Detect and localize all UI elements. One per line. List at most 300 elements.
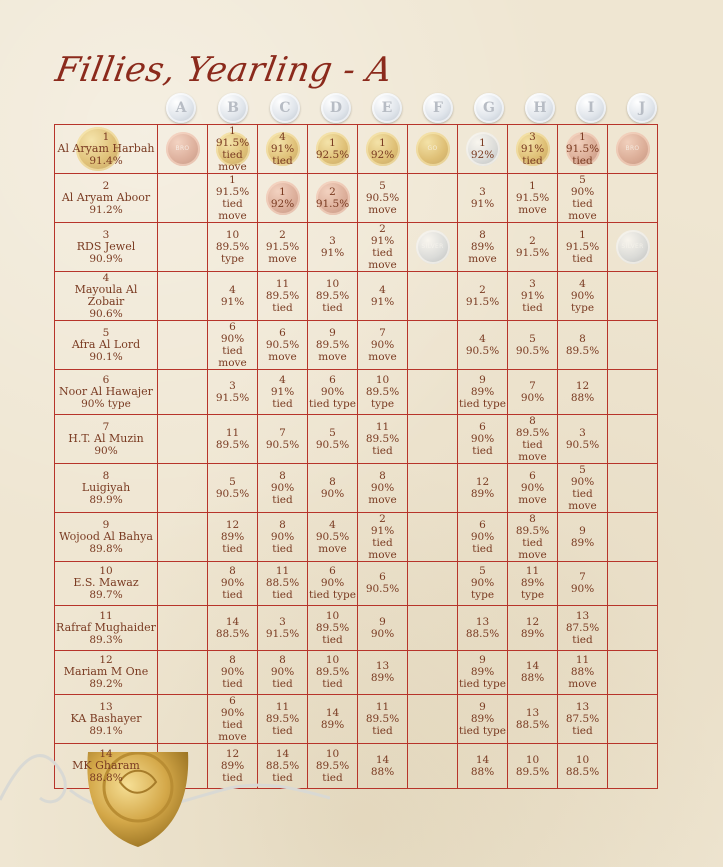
- score-cell-j: [608, 174, 658, 223]
- score-cell-i: [558, 695, 608, 744]
- score: 89.5%: [315, 339, 350, 351]
- horse-score: 89.1%: [89, 725, 123, 737]
- rank: 8: [279, 654, 286, 667]
- score-cell-d: [308, 370, 358, 415]
- horse-name: Al Aryam Harbah: [57, 142, 155, 155]
- note: tied: [572, 253, 593, 265]
- score: 90.5%: [265, 339, 300, 351]
- note: tied type: [309, 397, 356, 410]
- horse-cell: [55, 370, 158, 415]
- score-cell-c: [258, 414, 308, 463]
- score-cell-i: [558, 321, 608, 370]
- rank: 2: [329, 186, 336, 198]
- column-header-e: E: [372, 93, 402, 123]
- score-cell-i: [558, 370, 608, 415]
- score: 89%: [470, 666, 495, 679]
- score-cell-c: [258, 695, 308, 744]
- horse-score: 89.7%: [89, 589, 123, 602]
- note: tied: [522, 155, 543, 167]
- score: 91%: [320, 247, 345, 259]
- rank: 10: [375, 373, 390, 386]
- gold-medal-icon: [416, 132, 450, 166]
- note: tied move: [218, 719, 247, 743]
- score-cell-a: [158, 174, 208, 223]
- horse-cell: [55, 606, 158, 651]
- rank: 4: [229, 284, 236, 296]
- score-cell-f: [408, 223, 458, 272]
- horse-name: MK Gharam: [72, 758, 140, 772]
- score: 91.5%: [215, 137, 250, 149]
- score-cell-a: [158, 370, 208, 415]
- score: 88.5%: [265, 577, 300, 590]
- score-cell-g: [458, 414, 508, 463]
- score: 91%: [270, 143, 295, 155]
- score: 88.5%: [215, 627, 250, 640]
- score: 89.5%: [565, 345, 600, 357]
- rank: 8: [279, 518, 286, 531]
- rank: 8: [479, 229, 486, 241]
- note: type: [470, 589, 495, 602]
- score-cell-f: [408, 125, 458, 174]
- note: move: [368, 351, 397, 363]
- score: 89.5%: [265, 713, 300, 725]
- score: 91.5%: [215, 186, 250, 198]
- score-cell-d: [308, 272, 358, 321]
- score-cell-j: [608, 744, 658, 789]
- score-cell-b: [208, 370, 258, 415]
- rank: 14: [225, 615, 240, 628]
- score-cell-g: [458, 463, 508, 512]
- score: 90.5%: [465, 345, 500, 357]
- score: 89%: [220, 759, 245, 772]
- note: tied: [272, 302, 293, 314]
- medal-label: BRO: [175, 145, 190, 152]
- score: 88.5%: [265, 759, 300, 772]
- score: 89.5%: [215, 241, 250, 253]
- rank: 9: [579, 524, 586, 537]
- rank: 6: [479, 420, 486, 433]
- column-header-f: F: [423, 93, 453, 123]
- score-cell-c: [258, 606, 308, 651]
- score: 90%: [220, 333, 245, 345]
- score-cell-a: [158, 606, 208, 651]
- horse-cell: [55, 174, 158, 223]
- score: 90%: [570, 583, 595, 596]
- score-cell-b: [208, 744, 258, 789]
- score-cell-f: [408, 370, 458, 415]
- score: 90%: [470, 432, 495, 445]
- score: 88.5%: [515, 719, 550, 731]
- score: 89%: [220, 530, 245, 543]
- table-row: [55, 463, 658, 512]
- score-cell-d: [308, 174, 358, 223]
- table-row: [55, 370, 658, 415]
- score-cell-c: [258, 463, 308, 512]
- score-cell-a: [158, 561, 208, 606]
- score-cell-j: [608, 272, 658, 321]
- column-header-h: H: [525, 93, 555, 123]
- score-cell-b: [208, 223, 258, 272]
- score: 88%: [570, 666, 595, 679]
- score-cell-d: [308, 463, 358, 512]
- score-cell-g: [458, 125, 508, 174]
- score-cell-d: [308, 744, 358, 789]
- score: 89.5%: [515, 524, 550, 537]
- rank: 13: [375, 660, 390, 673]
- score-cell-b: [208, 321, 258, 370]
- rank: 8: [229, 654, 236, 667]
- score-cell-c: [258, 650, 308, 695]
- score: 89%: [470, 487, 495, 500]
- note: tied: [372, 725, 393, 737]
- note: type: [570, 302, 595, 314]
- rank: 11: [525, 565, 540, 578]
- note: tied move: [518, 536, 547, 561]
- score-cell-a: [158, 321, 208, 370]
- rank: 5: [329, 426, 336, 439]
- score-cell-a: [158, 414, 208, 463]
- horse-score: 89.9%: [89, 493, 123, 506]
- score-cell-i: [558, 223, 608, 272]
- rank: 9: [479, 373, 486, 386]
- score: 92.5%: [315, 149, 350, 161]
- rank: 9: [329, 327, 336, 339]
- score: 91.5%: [515, 192, 550, 204]
- score-cell-i: [558, 650, 608, 695]
- rank: 5: [579, 174, 586, 186]
- note: tied move: [218, 198, 247, 222]
- score-cell-h: [508, 125, 558, 174]
- score: 89%: [470, 385, 495, 398]
- rank: 4: [579, 278, 586, 290]
- rank: 14: [525, 660, 540, 673]
- score-cell-c: [258, 174, 308, 223]
- score-cell-f: [408, 512, 458, 561]
- rank: 10: [325, 278, 340, 290]
- score-cell-b: [208, 414, 258, 463]
- score-cell-e: [358, 695, 408, 744]
- rank: 2: [479, 284, 486, 296]
- horse-cell: [55, 561, 158, 606]
- score: 90.5%: [365, 583, 400, 596]
- score-cell-b: [208, 561, 258, 606]
- horse-score: 90.1%: [89, 351, 123, 363]
- score: 90.5%: [365, 192, 400, 204]
- silver-medal-icon: [616, 230, 650, 264]
- note: move: [368, 204, 397, 216]
- bronze-medal-icon: [166, 132, 200, 166]
- score-cell-f: [408, 744, 458, 789]
- rank: 10: [575, 753, 590, 766]
- score-cell-d: [308, 125, 358, 174]
- horse-name: KA Bashayer: [70, 712, 142, 725]
- rank: 10: [325, 654, 340, 667]
- horse-cell: [55, 512, 158, 561]
- rank: 9: [479, 654, 486, 667]
- score-cell-i: [558, 744, 608, 789]
- horse-cell: [55, 272, 158, 321]
- score: 89.5%: [365, 713, 400, 725]
- score: 90%: [570, 290, 595, 302]
- rank: 2: [379, 223, 386, 235]
- score-cell-d: [308, 606, 358, 651]
- horse-score: 90.9%: [89, 253, 123, 265]
- score-cell-g: [458, 512, 508, 561]
- score-cell-h: [508, 370, 558, 415]
- score: 90.5%: [265, 438, 300, 451]
- score: 90.5%: [215, 487, 250, 500]
- note: tied type: [459, 725, 506, 737]
- rank: 13: [575, 609, 590, 622]
- rank: 1: [479, 137, 486, 149]
- bronze-medal-icon: [616, 132, 650, 166]
- score: 92%: [370, 149, 395, 161]
- note: tied: [272, 678, 293, 691]
- score-cell-g: [458, 561, 508, 606]
- rank: 12: [225, 747, 240, 760]
- score-cell-g: [458, 370, 508, 415]
- score-cell-e: [358, 272, 408, 321]
- rank: 3: [229, 379, 236, 392]
- score-cell-i: [558, 272, 608, 321]
- rank: 14: [475, 753, 490, 766]
- horse-name: E.S. Mawaz: [73, 576, 139, 590]
- rank: 13: [575, 701, 590, 713]
- rank: 12: [525, 615, 540, 628]
- score-cell-g: [458, 744, 508, 789]
- score-cell-j: [608, 414, 658, 463]
- score-cell-j: [608, 370, 658, 415]
- score: 91%: [270, 385, 295, 398]
- horse-number: 2: [102, 180, 110, 192]
- rank: 5: [229, 475, 236, 488]
- score-cell-e: [358, 370, 408, 415]
- score-cell-e: [358, 125, 408, 174]
- column-header-d: D: [321, 93, 351, 123]
- score: 89%: [570, 536, 595, 549]
- note: move: [268, 351, 297, 363]
- rank: 8: [529, 414, 536, 427]
- score-cell-b: [208, 650, 258, 695]
- rank: 4: [329, 518, 336, 531]
- rank: 8: [329, 475, 336, 488]
- note: tied: [272, 397, 293, 410]
- score-cell-j: [608, 606, 658, 651]
- rank: 1: [329, 137, 336, 149]
- score-cell-a: [158, 463, 208, 512]
- score: 88.5%: [565, 765, 600, 778]
- rank: 3: [479, 186, 486, 198]
- note: move: [568, 678, 597, 691]
- note: move: [318, 351, 347, 363]
- note: move: [518, 204, 547, 216]
- score-cell-f: [408, 463, 458, 512]
- score-cell-d: [308, 223, 358, 272]
- horse-number: 5: [102, 327, 110, 339]
- rank: 3: [329, 235, 336, 247]
- note: type: [520, 589, 545, 602]
- score-cell-e: [358, 512, 408, 561]
- score-cell-i: [558, 512, 608, 561]
- score-cell-d: [308, 650, 358, 695]
- score: 90%: [520, 481, 545, 494]
- score-cell-c: [258, 744, 308, 789]
- note: tied: [322, 771, 343, 784]
- rank: 4: [279, 131, 286, 143]
- score: 91%: [370, 235, 395, 247]
- score-cell-a: [158, 512, 208, 561]
- note: tied move: [218, 149, 247, 173]
- score: 90%: [570, 475, 595, 488]
- note: tied move: [518, 438, 547, 463]
- score-cell-h: [508, 272, 558, 321]
- table-row: [55, 561, 658, 606]
- score-cell-g: [458, 321, 508, 370]
- note: tied move: [218, 345, 247, 369]
- note: tied move: [368, 247, 397, 271]
- table-row: [55, 512, 658, 561]
- rank: 1: [229, 174, 236, 186]
- score: 90%: [520, 391, 545, 404]
- note: tied: [572, 725, 593, 737]
- column-header-a: A: [166, 93, 196, 123]
- table-row: [55, 650, 658, 695]
- note: tied move: [568, 198, 597, 222]
- score-cell-i: [558, 174, 608, 223]
- note: tied: [272, 493, 293, 506]
- medal-label: GO: [427, 145, 438, 152]
- rank: 11: [575, 654, 590, 667]
- rank: 11: [375, 420, 390, 433]
- note: tied: [272, 725, 293, 737]
- score-cell-h: [508, 744, 558, 789]
- score: 89.5%: [365, 432, 400, 445]
- score-cell-i: [558, 463, 608, 512]
- score: 89%: [370, 672, 395, 685]
- score-cell-g: [458, 223, 508, 272]
- note: type: [220, 253, 245, 265]
- score-cell-b: [208, 463, 258, 512]
- note: tied type: [309, 589, 356, 602]
- rank: 13: [525, 707, 540, 719]
- score-cell-h: [508, 606, 558, 651]
- rank: 10: [325, 609, 340, 622]
- score-cell-h: [508, 463, 558, 512]
- note: tied: [522, 302, 543, 314]
- score: 90%: [320, 487, 345, 500]
- rank: 9: [479, 701, 486, 713]
- table-row: [55, 744, 658, 789]
- note: tied: [222, 589, 243, 602]
- horse-cell: [55, 223, 158, 272]
- rank: 10: [525, 753, 540, 766]
- rank: 1: [579, 131, 586, 143]
- score: 89.5%: [215, 438, 250, 451]
- column-header-i: I: [576, 93, 606, 123]
- score: 88%: [570, 391, 595, 404]
- score: 90%: [270, 666, 295, 679]
- score-cell-d: [308, 414, 358, 463]
- score: 91.5%: [565, 241, 600, 253]
- rank: 8: [379, 469, 386, 482]
- note: tied type: [459, 397, 506, 410]
- rank: 14: [325, 707, 340, 719]
- rank: 6: [479, 518, 486, 531]
- score-cell-g: [458, 272, 508, 321]
- horse-score: 91.2%: [89, 204, 123, 216]
- score-cell-j: [608, 695, 658, 744]
- score-cell-i: [558, 606, 608, 651]
- horse-cell: [55, 125, 158, 174]
- score: 89%: [520, 577, 545, 590]
- score: 92%: [270, 198, 295, 210]
- rank: 3: [279, 615, 286, 628]
- score-cell-h: [508, 223, 558, 272]
- score-cell-i: [558, 414, 608, 463]
- score-cell-e: [358, 223, 408, 272]
- rank: 6: [329, 373, 336, 386]
- rank: 6: [229, 695, 236, 707]
- note: tied move: [568, 487, 597, 512]
- note: tied: [272, 542, 293, 555]
- score: 89.5%: [315, 621, 350, 634]
- note: tied type: [459, 678, 506, 691]
- score: 91%: [520, 290, 545, 302]
- rank: 4: [279, 373, 286, 386]
- score: 88%: [520, 672, 545, 685]
- score: 90.5%: [515, 345, 550, 357]
- score: 90%: [570, 186, 595, 198]
- score-cell-g: [458, 174, 508, 223]
- score-cell-j: [608, 561, 658, 606]
- note: tied: [222, 678, 243, 691]
- note: tied: [472, 444, 493, 457]
- horse-name: Rafraf Mughaider: [56, 620, 156, 634]
- score-cell-c: [258, 370, 308, 415]
- rank: 3: [529, 131, 536, 143]
- rank: 6: [329, 565, 336, 578]
- score-cell-g: [458, 650, 508, 695]
- score-cell-c: [258, 512, 308, 561]
- score: 91.5%: [315, 198, 350, 210]
- score-cell-a: [158, 272, 208, 321]
- score-cell-f: [408, 174, 458, 223]
- silver-medal-icon: [416, 230, 450, 264]
- horse-score: 89.3%: [89, 633, 123, 646]
- horse-cell: [55, 463, 158, 512]
- medal-label: BRO: [625, 145, 640, 152]
- score-cell-h: [508, 561, 558, 606]
- rank: 10: [325, 747, 340, 760]
- score: 89%: [470, 713, 495, 725]
- note: tied: [222, 542, 243, 555]
- score: 89.5%: [315, 759, 350, 772]
- score: 91.5%: [215, 391, 250, 404]
- score-cell-c: [258, 321, 308, 370]
- horse-number: 11: [99, 609, 113, 622]
- note: move: [468, 253, 497, 265]
- column-headers: [0, 93, 723, 123]
- score-cell-j: [608, 463, 658, 512]
- rank: 2: [279, 229, 286, 241]
- score: 90%: [270, 481, 295, 494]
- table-row: [55, 272, 658, 321]
- note: tied: [272, 155, 293, 167]
- rank: 2: [529, 235, 536, 247]
- rank: 13: [475, 615, 490, 628]
- score: 90%: [220, 666, 245, 679]
- score: 91%: [220, 296, 245, 308]
